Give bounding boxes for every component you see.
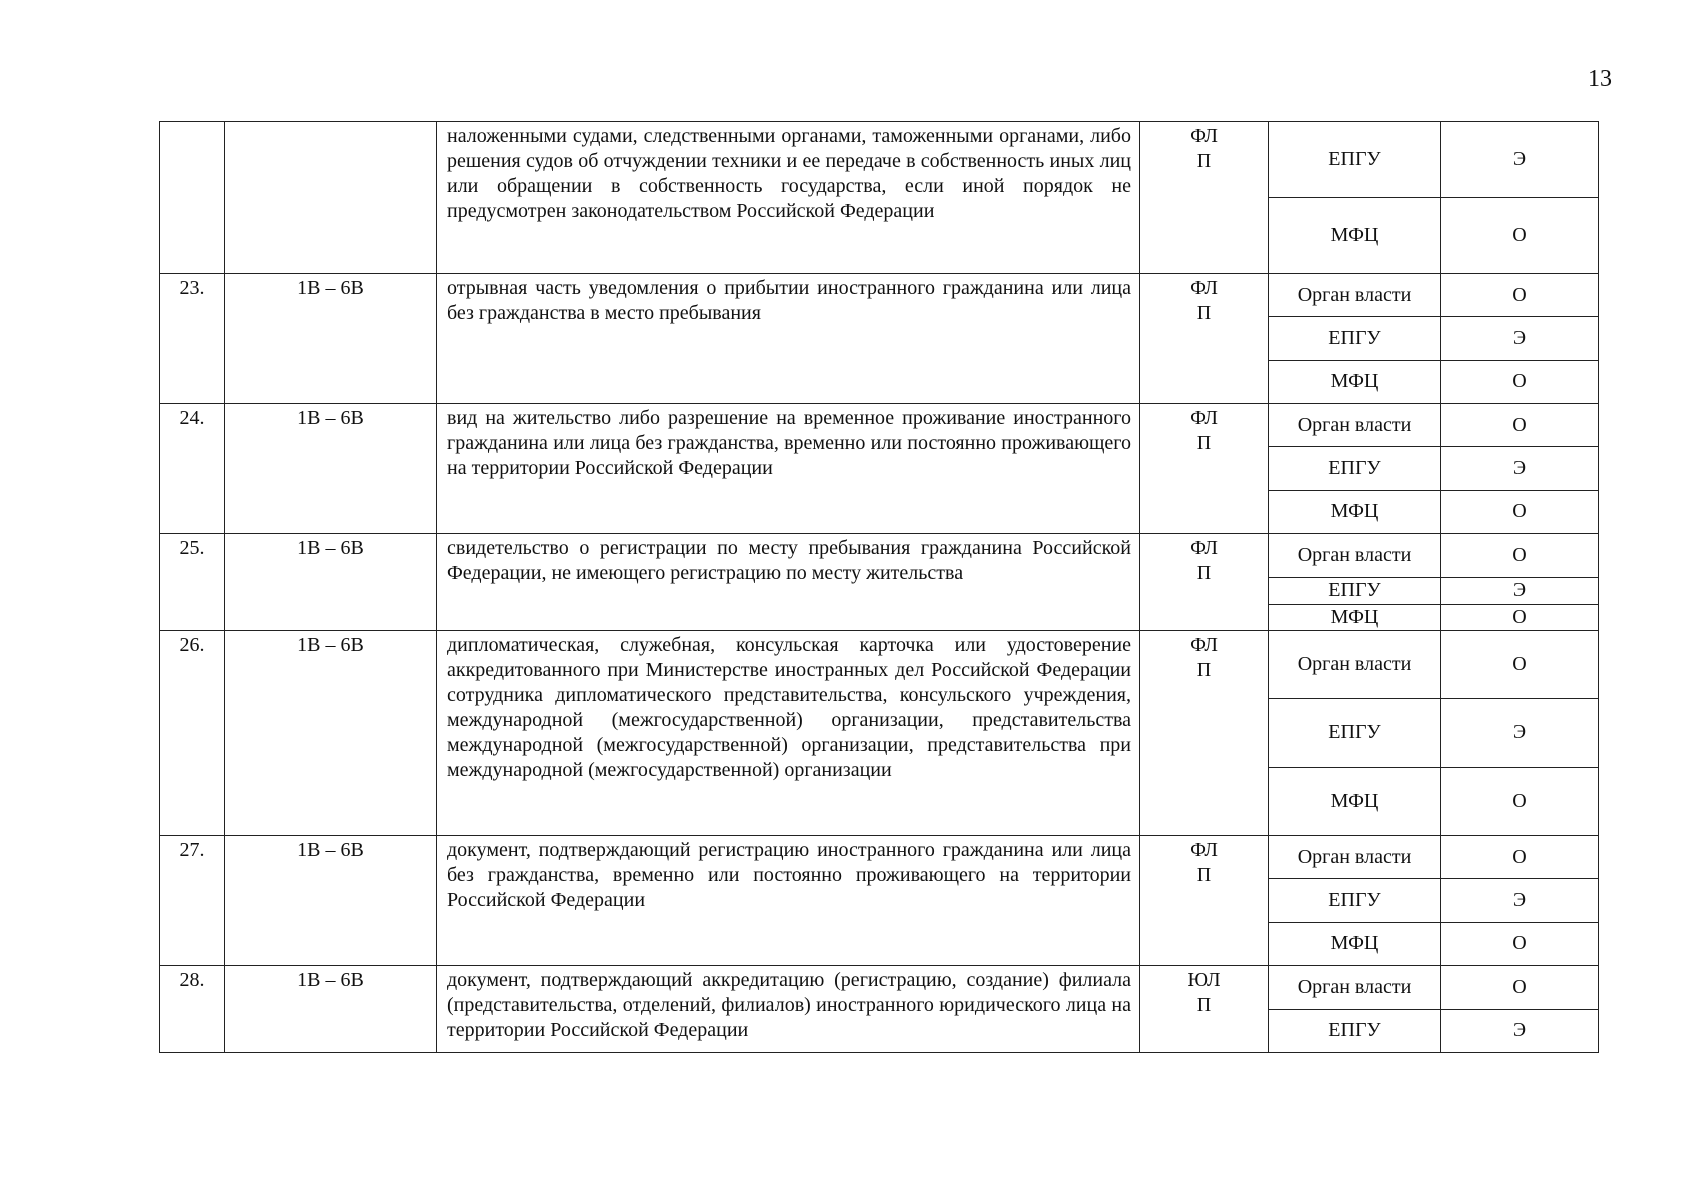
channel-form: О bbox=[1440, 631, 1598, 698]
row-description: дипломатическая, служебная, консульская карточка или удостоверение аккредитованного при Министерстве иностранных дел Российской Федерации сотрудника дипломатического представительства, консульского учреждения, международной (межгосударственной) организации, представительства международной (межгосударственной) организации, представительства при международной (межгосударственной) организации bbox=[436, 631, 1139, 835]
applicant-category: ФЛ bbox=[1190, 537, 1218, 559]
document-kind: П bbox=[1196, 994, 1212, 1016]
channel-row bbox=[1269, 316, 1598, 359]
channel-name: ЕПГУ bbox=[1328, 148, 1381, 170]
row-number: 25. bbox=[179, 537, 205, 559]
channel-form: Э bbox=[1440, 879, 1598, 921]
applicant-category: ФЛ bbox=[1190, 839, 1218, 861]
channel-name: ЕПГУ bbox=[1328, 456, 1381, 479]
channel-form: Э bbox=[1440, 578, 1598, 603]
channel-form: О bbox=[1440, 966, 1598, 1009]
applicant-category: ФЛ bbox=[1190, 407, 1218, 429]
documents-table bbox=[159, 121, 1599, 1053]
row-code: 1В – 6В bbox=[224, 534, 436, 630]
channel-form: О bbox=[1440, 198, 1598, 273]
submission-channels bbox=[1268, 836, 1598, 965]
applicant-category: ЮЛ bbox=[1187, 969, 1221, 991]
channel-form: О bbox=[1440, 768, 1598, 835]
channel-form: Э bbox=[1440, 447, 1598, 489]
submission-channels bbox=[1268, 274, 1598, 403]
document-kind: П bbox=[1196, 659, 1212, 681]
applicant-category: ФЛ bbox=[1190, 125, 1218, 147]
row-number: 27. bbox=[179, 839, 205, 861]
channel-form: Э bbox=[1440, 699, 1598, 766]
row-description: вид на жительство либо разрешение на временное проживание иностранного гражданина или лица без гражданства, временно или постоянно проживающего на территории Российской Федерации bbox=[436, 404, 1139, 533]
table-row bbox=[160, 965, 1598, 1052]
channel-row bbox=[1269, 698, 1598, 766]
channel-name: МФЦ bbox=[1330, 605, 1379, 628]
channel-name: ЕПГУ bbox=[1328, 721, 1381, 744]
channel-form: Э bbox=[1440, 317, 1598, 359]
channel-name: Орган власти bbox=[1297, 653, 1412, 676]
document-kind: П bbox=[1196, 432, 1212, 454]
channel-form: О bbox=[1440, 274, 1598, 316]
channel-name: ЕПГУ bbox=[1328, 579, 1381, 602]
row-code: 1В – 6В bbox=[224, 274, 436, 403]
submission-channels bbox=[1268, 966, 1598, 1052]
channel-form: Э bbox=[1440, 122, 1598, 197]
row-description: документ, подтверждающий регистрацию иностранного гражданина или лица без гражданства, временно или постоянно проживающего на территории Российской Федерации bbox=[436, 836, 1139, 965]
channel-row bbox=[1269, 122, 1598, 197]
applicant-type bbox=[1139, 404, 1268, 533]
channel-row bbox=[1269, 966, 1598, 1009]
table-row bbox=[160, 122, 1598, 273]
channel-name: ЕПГУ bbox=[1328, 1019, 1381, 1042]
row-code: 1В – 6В bbox=[224, 966, 436, 1052]
channel-form: О bbox=[1440, 361, 1598, 403]
channel-form: О bbox=[1440, 923, 1598, 965]
document-kind: П bbox=[1196, 302, 1212, 324]
row-number: 24. bbox=[179, 407, 205, 429]
channel-row bbox=[1269, 631, 1598, 698]
applicant-type bbox=[1139, 836, 1268, 965]
row-description: отрывная часть уведомления о прибытии иностранного гражданина или лица без гражданства в место пребывания bbox=[436, 274, 1139, 403]
channel-name: ЕПГУ bbox=[1328, 326, 1381, 349]
channel-name: Орган власти bbox=[1297, 544, 1412, 567]
table-row bbox=[160, 630, 1598, 835]
table-row bbox=[160, 403, 1598, 533]
row-number: 23. bbox=[179, 277, 205, 299]
applicant-type bbox=[1139, 966, 1268, 1052]
channel-name: Орган власти bbox=[1297, 845, 1412, 868]
submission-channels bbox=[1268, 404, 1598, 533]
row-number bbox=[160, 122, 224, 273]
document-kind: П bbox=[1196, 562, 1212, 584]
channel-row bbox=[1269, 274, 1598, 316]
channel-row bbox=[1269, 922, 1598, 965]
channel-name: МФЦ bbox=[1330, 500, 1379, 523]
channel-form: О bbox=[1440, 404, 1598, 446]
channel-form: О bbox=[1440, 491, 1598, 533]
applicant-type bbox=[1139, 631, 1268, 835]
table-row bbox=[160, 533, 1598, 630]
applicant-type bbox=[1139, 274, 1268, 403]
channel-name: Орган власти bbox=[1297, 283, 1412, 306]
channel-row bbox=[1269, 767, 1598, 835]
channel-form: Э bbox=[1440, 1010, 1598, 1053]
row-code bbox=[224, 122, 436, 273]
row-code: 1В – 6В bbox=[224, 631, 436, 835]
channel-form: О bbox=[1440, 534, 1598, 577]
row-description: документ, подтверждающий аккредитацию (регистрацию, создание) филиала (представительства, отделений, филиалов) иностранного юридического лица на территории Российской Федерации bbox=[436, 966, 1139, 1052]
submission-channels bbox=[1268, 534, 1598, 630]
row-number: 28. bbox=[179, 969, 205, 991]
page-number: 13 bbox=[1588, 66, 1612, 92]
row-code: 1В – 6В bbox=[224, 404, 436, 533]
channel-name: Орган власти bbox=[1297, 413, 1412, 436]
row-code: 1В – 6В bbox=[224, 836, 436, 965]
submission-channels bbox=[1268, 631, 1598, 835]
document-kind: П bbox=[1196, 150, 1212, 172]
channel-row bbox=[1269, 446, 1598, 489]
channel-row bbox=[1269, 878, 1598, 921]
channel-row bbox=[1269, 360, 1598, 403]
channel-form: О bbox=[1440, 836, 1598, 878]
channel-row bbox=[1269, 1009, 1598, 1053]
document-kind: П bbox=[1196, 864, 1212, 886]
row-description: свидетельство о регистрации по месту пребывания гражданина Российской Федерации, не имеющего регистрацию по месту жительства bbox=[436, 534, 1139, 630]
channel-row bbox=[1269, 604, 1598, 630]
channel-name: МФЦ bbox=[1330, 932, 1379, 955]
submission-channels bbox=[1268, 122, 1598, 273]
channel-name: МФЦ bbox=[1330, 789, 1379, 812]
channel-row bbox=[1269, 577, 1598, 603]
channel-row bbox=[1269, 534, 1598, 577]
applicant-category: ФЛ bbox=[1190, 634, 1218, 656]
applicant-type bbox=[1139, 122, 1268, 273]
channel-row bbox=[1269, 197, 1598, 273]
channel-form: О bbox=[1440, 605, 1598, 630]
channel-name: МФЦ bbox=[1330, 370, 1379, 393]
channel-row bbox=[1269, 836, 1598, 878]
applicant-type bbox=[1139, 534, 1268, 630]
table-row bbox=[160, 273, 1598, 403]
row-description: наложенными судами, следственными органами, таможенными органами, либо решения судов об отчуждении техники и ее передаче в собственность иных лиц или обращении в собственность государства, если иной порядок не предусмотрен законодательством Российской Федерации bbox=[436, 122, 1139, 273]
channel-name: МФЦ bbox=[1330, 224, 1379, 246]
channel-name: ЕПГУ bbox=[1328, 888, 1381, 911]
channel-name: Орган власти bbox=[1297, 975, 1412, 998]
applicant-category: ФЛ bbox=[1190, 277, 1218, 299]
table-row bbox=[160, 835, 1598, 965]
channel-row bbox=[1269, 404, 1598, 446]
channel-row bbox=[1269, 490, 1598, 533]
row-number: 26. bbox=[179, 634, 205, 656]
